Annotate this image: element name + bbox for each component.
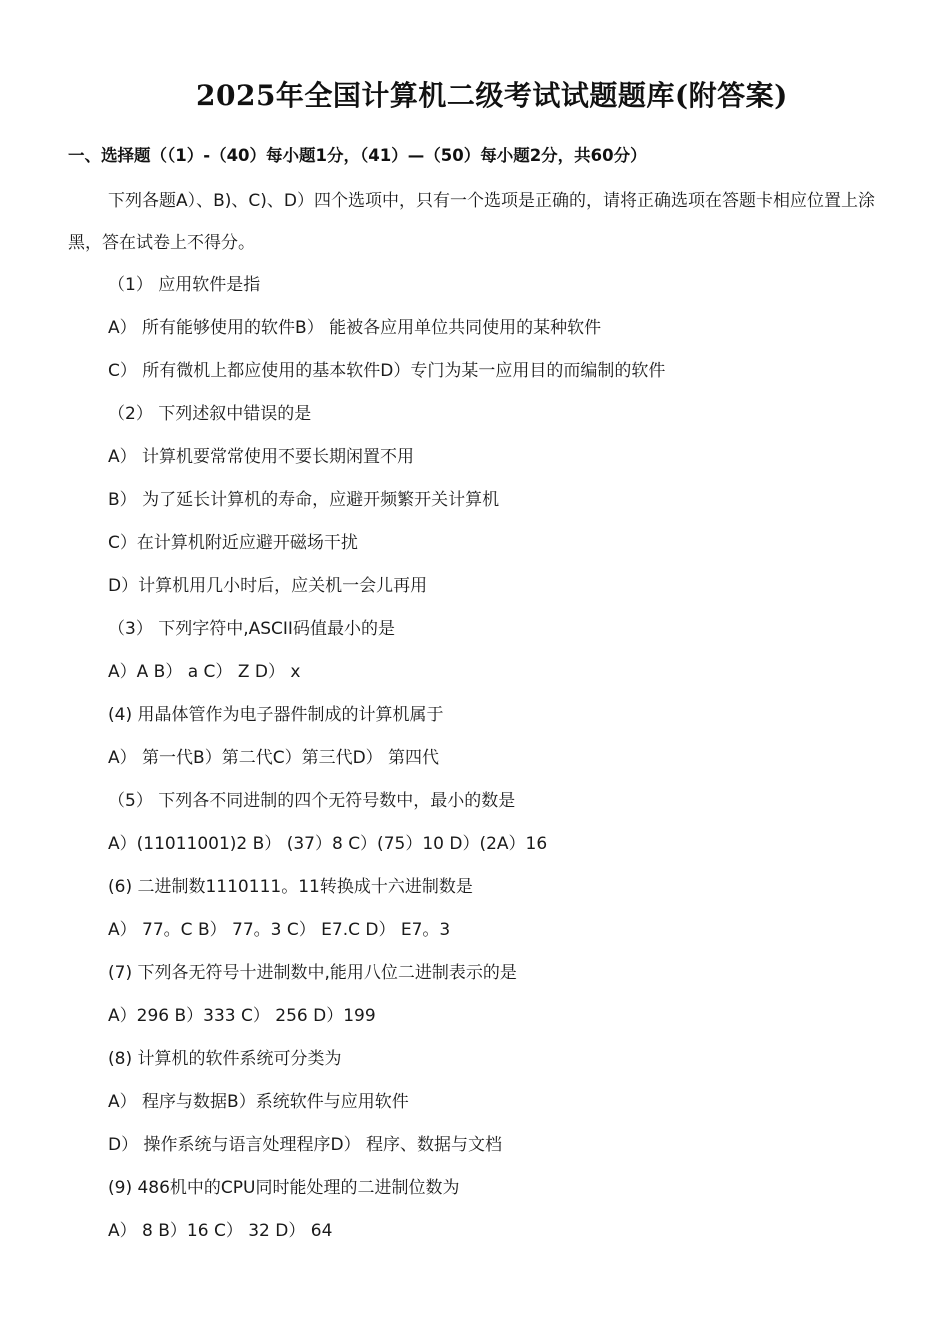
question-4: (4) 用晶体管作为电子器件制成的计算机属于: [108, 705, 444, 725]
question-4-options: A） 第一代B）第二代C）第三代D） 第四代: [108, 748, 440, 768]
question-2-option-a: A） 计算机要常常使用不要长期闲置不用: [108, 447, 415, 467]
question-6: (6) 二进制数1110111。11转换成十六进制数是: [108, 877, 473, 897]
question-2-option-d: D）计算机用几小时后，应关机一会儿再用: [108, 576, 428, 596]
question-3-options: A）A B） a C） Z D） x: [108, 662, 301, 682]
question-2-option-c: C）在计算机附近应避开磁场干扰: [108, 533, 358, 553]
document-title: 2025年全国计算机二级考试试题题库(附答案): [196, 79, 788, 112]
question-2-option-b: B） 为了延长计算机的寿命，应避开频繁开关计算机: [108, 490, 500, 510]
question-7: (7) 下列各无符号十进制数中,能用八位二进制表示的是: [108, 963, 517, 983]
question-8: (8) 计算机的软件系统可分类为: [108, 1049, 342, 1069]
instructions-paragraph: 下列各题A）、B)、C)、D）四个选项中，只有一个选项是正确的，请将正确选项在答题卡相应位置上涂黑，答在试卷上不得分。: [68, 191, 876, 253]
question-1-options-ab: A） 所有能够使用的软件B） 能被各应用单位共同使用的某种软件: [108, 318, 602, 338]
question-8-options-cd: D） 操作系统与语言处理程序D） 程序、数据与文档: [108, 1135, 502, 1155]
question-1: （1） 应用软件是指: [108, 275, 261, 295]
question-1-options-cd: C） 所有微机上都应使用的基本软件D）专门为某一应用目的而编制的软件: [108, 361, 666, 381]
question-6-options: A） 77。C B） 77。3 C） E7.C D） E7。3: [108, 920, 451, 940]
section-heading: 一、选择题（（1）-（40）每小题1分，（41）—（50）每小题2分，共60分）: [68, 146, 647, 165]
question-8-options-ab: A） 程序与数据B）系统软件与应用软件: [108, 1092, 409, 1112]
question-2: （2） 下列述叙中错误的是: [108, 404, 312, 424]
question-9-options: A） 8 B）16 C） 32 D） 64: [108, 1221, 333, 1241]
question-9: (9) 486机中的CPU同时能处理的二进制位数为: [108, 1178, 460, 1198]
question-7-options: A）296 B）333 C） 256 D）199: [108, 1006, 376, 1026]
question-5-options: A）(11011001)2 B） (37）8 C）(75）10 D）(2A）16: [108, 834, 548, 854]
question-5: （5） 下列各不同进制的四个无符号数中，最小的数是: [108, 791, 516, 811]
question-3: （3） 下列字符中,ASCII码值最小的是: [108, 619, 395, 639]
